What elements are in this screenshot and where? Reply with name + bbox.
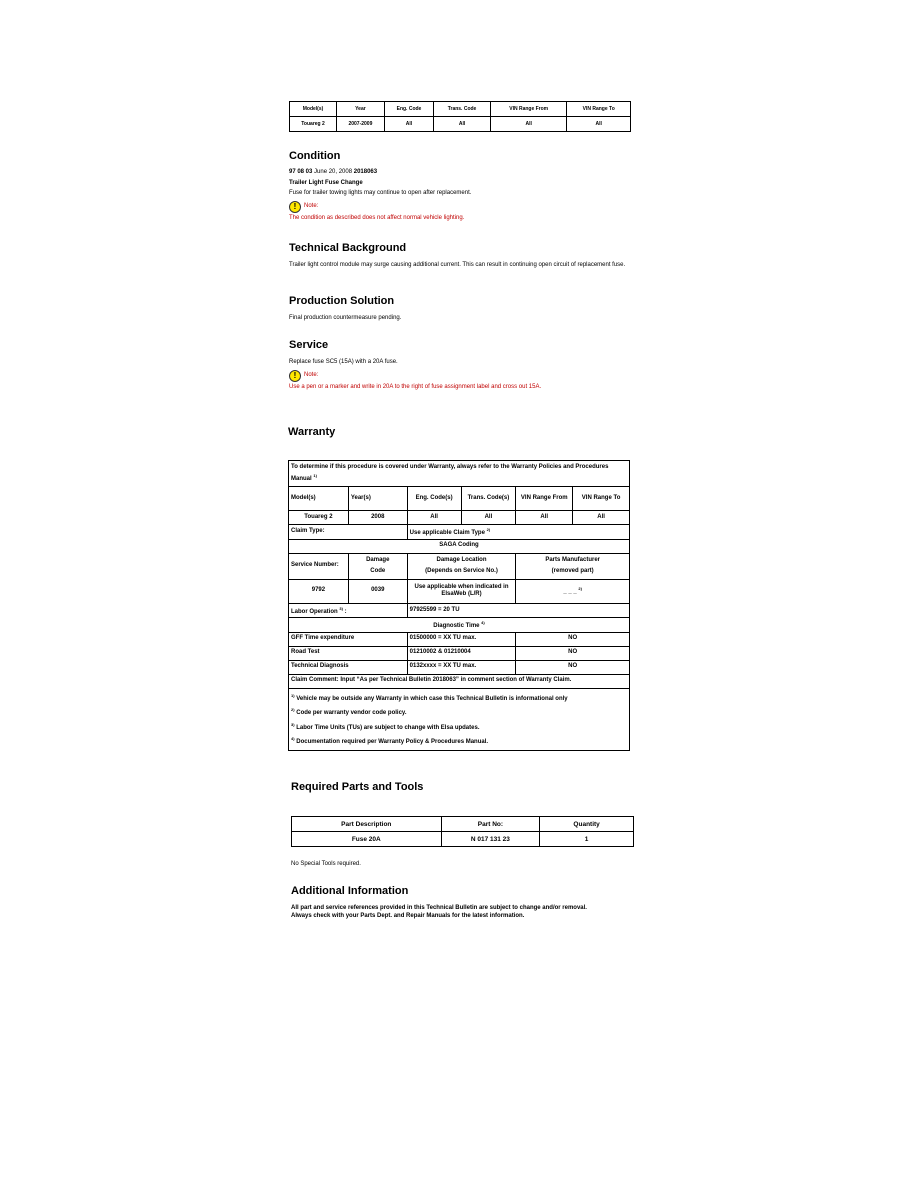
warranty-table: [288, 460, 630, 751]
claim-type-value: Use applicable Claim Type $^{2)}$: [407, 525, 629, 540]
header-cell: Trans. Code: [434, 102, 491, 117]
diagnostic-row: Road Test 01210002 & 01210004 NO: [289, 646, 630, 660]
note-label: Note:: [304, 371, 319, 378]
bulletin-date: June 20, 2008: [312, 169, 354, 175]
condition-body: Fuse for trailer towing lights may continue to open after replacement.: [289, 190, 472, 196]
header-cell: Quantity: [540, 817, 634, 832]
applicability-table: [289, 101, 631, 132]
note-text: The condition as described does not affect normal vehicle lighting.: [289, 214, 465, 221]
claim-type-label: Claim Type:: [289, 525, 408, 540]
saga-coding-heading: SAGA Coding: [289, 539, 630, 553]
cell: 2007-2009: [337, 117, 385, 132]
production-solution-body: Final production countermeasure pending.: [289, 315, 402, 321]
header-cell: VIN Range To: [573, 487, 630, 511]
damage-code-header: Damage Code: [348, 553, 407, 579]
cell: Touareg 2: [290, 117, 337, 132]
cell: Touareg 2: [289, 511, 349, 525]
table-header-row: [292, 817, 634, 832]
cell: All: [573, 511, 630, 525]
diagnostic-row: GFF Time expenditure 01500000 = XX TU max. NO: [289, 632, 630, 646]
labor-operation-label: Labor Operation $^{3)}$ :: [289, 603, 408, 618]
header-cell: Trans. Code(s): [461, 487, 516, 511]
additional-information-heading: Additional Information: [291, 885, 409, 897]
service-number-header: Service Number:: [289, 553, 349, 579]
header-cell: Eng. Code(s): [407, 487, 461, 511]
technical-background-heading: Technical Background: [289, 242, 407, 254]
header-cell: Model(s): [289, 487, 349, 511]
damage-location-header: Damage Location (Depends on Service No.): [407, 553, 516, 579]
parts-table: [291, 816, 634, 847]
warning-icon: !: [289, 201, 301, 213]
damage-code-value: 0039: [348, 579, 407, 603]
additional-information-body: All part and service references provided in this Technical Bulletin are subject to change and/or removal. Always check with your Parts Dept. and Repair Manuals for the latest information.: [291, 905, 587, 919]
header-cell: Year: [337, 102, 385, 117]
table-row: [292, 832, 634, 847]
claim-comment: Claim Comment: Input “As per Technical Bulletin 2018063” in comment section of Warranty Claim.: [289, 674, 630, 688]
warranty-intro: To determine if this procedure is covered under Warranty, always refer to the Warranty Policies and Procedures Manual $^{1)}$: [289, 461, 630, 487]
table-header-row: [290, 102, 631, 117]
bulletin-number: 2018063: [353, 169, 378, 175]
header-cell: VIN Range From: [490, 102, 567, 117]
service-heading: Service: [289, 339, 329, 351]
production-solution-heading: Production Solution: [289, 295, 395, 307]
header-cell: VIN Range From: [516, 487, 573, 511]
bulletin-date-line: [289, 169, 649, 177]
header-cell: Model(s): [290, 102, 337, 117]
damage-location-value: Use applicable when indicated in ElsaWeb (L/R): [407, 579, 516, 603]
tools-note: No Special Tools required.: [291, 861, 361, 867]
warning-icon: !: [289, 370, 301, 382]
cell: All: [461, 511, 516, 525]
warranty-heading: Warranty: [288, 426, 336, 438]
cell: All: [567, 117, 631, 132]
cell: All: [407, 511, 461, 525]
table-row: [289, 511, 630, 525]
cell: 2008: [348, 511, 407, 525]
condition-heading: Condition: [289, 150, 341, 162]
cell: N 017 131 23: [441, 832, 540, 847]
header-cell: Part No:: [441, 817, 540, 832]
diagnostic-row: Technical Diagnosis 0132xxxx = XX TU max. NO: [289, 660, 630, 674]
header-cell: Eng. Code: [384, 102, 433, 117]
cell: 1: [540, 832, 634, 847]
required-parts-heading: Required Parts and Tools: [291, 781, 424, 793]
bulletin-prefix: 97 08 03: [289, 169, 313, 175]
service-number-value: 9792: [289, 579, 349, 603]
service-section: [289, 359, 649, 391]
cell: All: [516, 511, 573, 525]
parts-manufacturer-header: Parts Manufacturer (removed part): [516, 553, 630, 579]
header-cell: VIN Range To: [567, 102, 631, 117]
diagnostic-time-heading: Diagnostic Time $^{4)}$: [289, 618, 630, 633]
cell: All: [384, 117, 433, 132]
cell: All: [434, 117, 491, 132]
header-cell: Part Description: [292, 817, 442, 832]
note-label: Note:: [304, 202, 319, 209]
header-cell: Year(s): [348, 487, 407, 511]
parts-manufacturer-value: _ _ _ $^{2)}$: [516, 579, 630, 603]
cell: Fuse 20A: [292, 832, 442, 847]
labor-operation-value: 97925599 = 20 TU: [407, 603, 629, 618]
bulletin-subject: Trailer Light Fuse Change: [289, 179, 363, 186]
technical-background-body: Trailer light control module may surge causing additional current. This can result in continuing open circuit of replacement fuse.: [289, 262, 626, 268]
note-text: Use a pen or a marker and write in 20A to the right of fuse assignment label and cross out 15A.: [289, 383, 542, 390]
condition-section: [289, 169, 649, 222]
warranty-footnotes: $^{1)}$ Vehicle may be outside any Warranty in which case this Technical Bulletin is informational only $^{2)}$ Code per warranty vendor code policy. $^{3)}$ Labor Time Units (TUs) are subject to change with Elsa updates. $^{4)}$ Documentation required per Warranty Policy & Procedures Manual.: [289, 688, 630, 750]
cell: All: [490, 117, 567, 132]
service-body: Replace fuse SC5 (15A) with a 20A fuse.: [289, 359, 398, 365]
table-row: [290, 117, 631, 132]
